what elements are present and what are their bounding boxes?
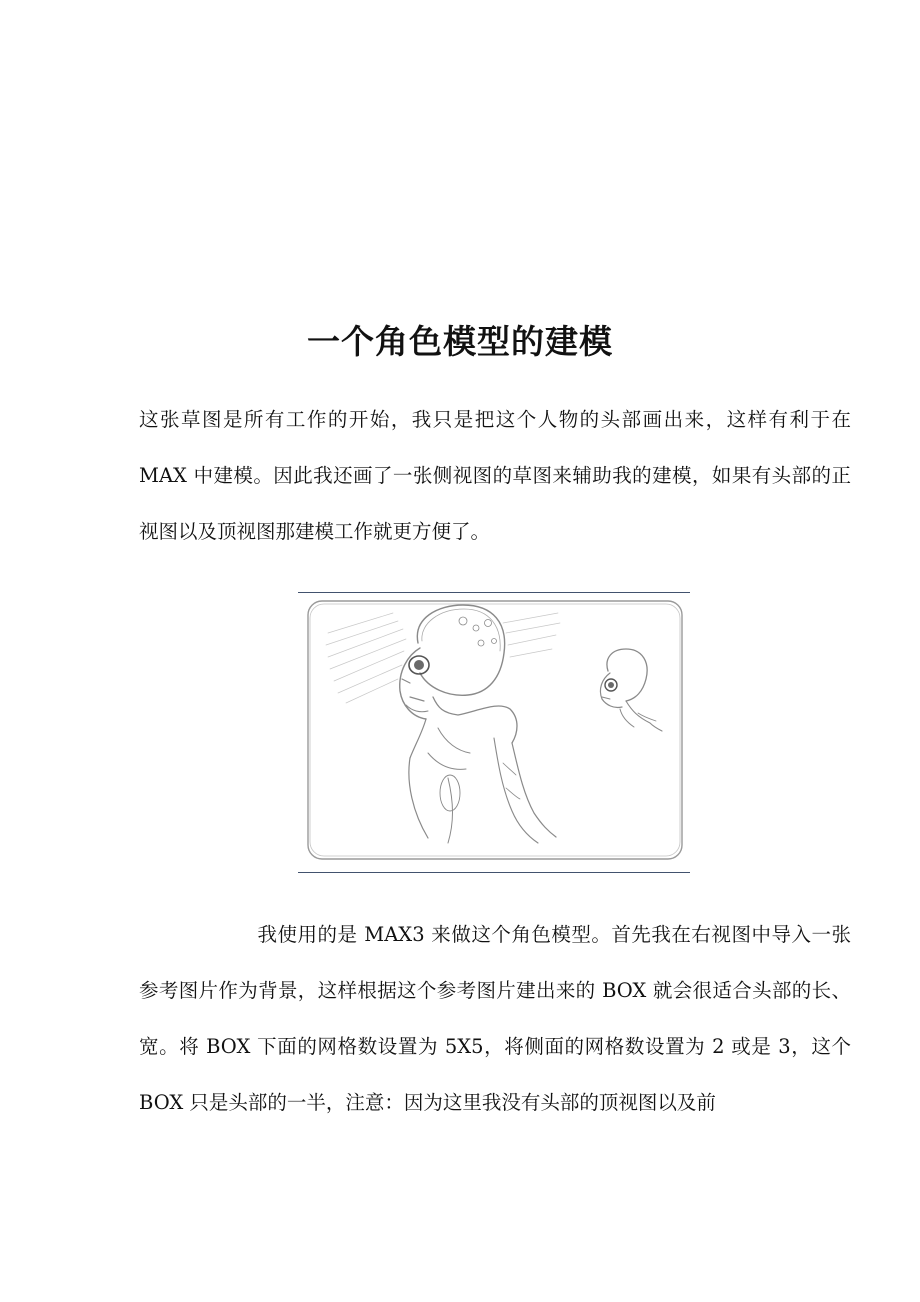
paragraph-method <box>139 907 851 1131</box>
page-title: 一个角色模型的建模 <box>307 322 613 361</box>
sketch-figure <box>298 592 690 873</box>
sketch-drawing <box>298 593 690 871</box>
paragraph-intro: 这张草图是所有工作的开始，我只是把这个人物的头部画出来，这样有利于在 MAX 中建模。因此我还画了一张侧视图的草图来辅助我的建模，如果有头部的正视图以及顶视图那建模工作就更方便了。 <box>139 408 851 543</box>
paragraph-method-text: 我使用的是 MAX3 来做这个角色模型。首先我在右视图中导入一张参考图片作为背景，这样根据这个参考图片建出来的 BOX 就会很适合头部的长、宽。将 BOX 下面的网格数设置为 5X5，将侧面的网格数设置为 2 或是 3，这个 BOX 只是头部的一半，注意：因为这里我没有头部的顶视图以及前 <box>139 923 851 1114</box>
